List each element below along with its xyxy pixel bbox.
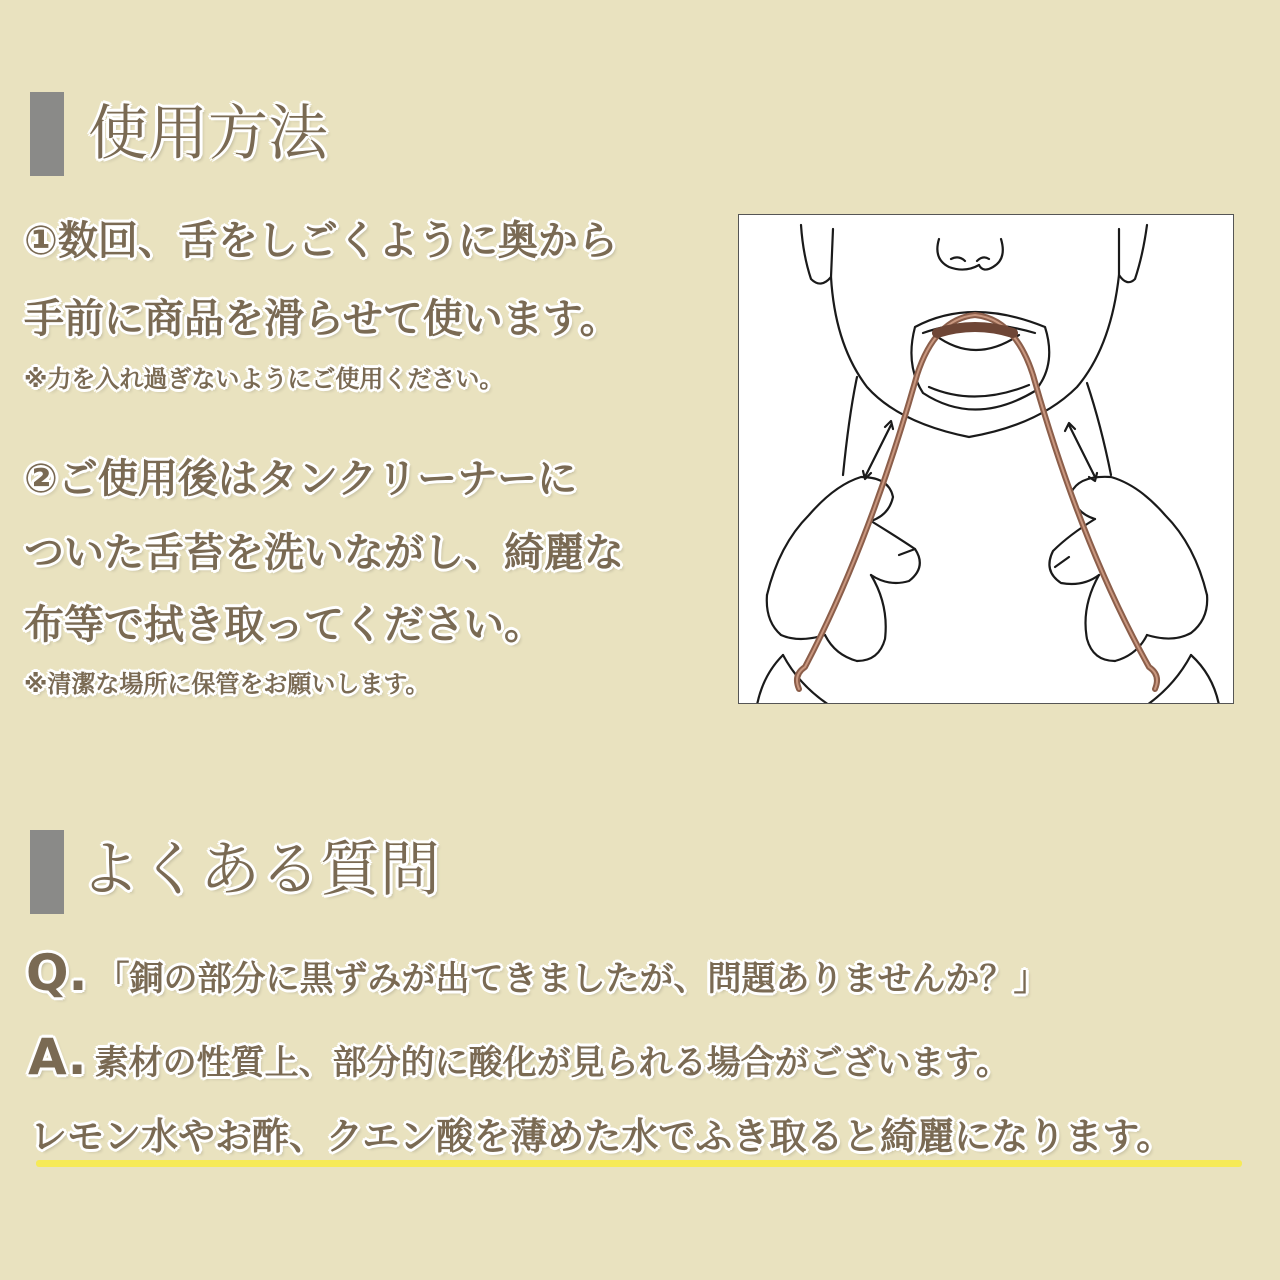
usage-step2-line3: 布等で拭き取ってください。: [24, 602, 544, 648]
faq-section-title: よくある質問: [80, 835, 440, 905]
faq-answer-line: [28, 1028, 1010, 1086]
question-text: 「銅の部分に黒ずみが出てきましたが、問題ありませんか？」: [95, 959, 1048, 999]
face-hands-drawing: [739, 215, 1234, 704]
answer-tip: レモン水やお酢、クエン酸を薄めた水でふき取ると綺麗になります。: [30, 1115, 1174, 1158]
usage-step1-line2: 手前に商品を滑らせて使います。: [24, 296, 620, 342]
tongue-cleaner-illustration: [738, 214, 1234, 704]
usage-step1-note: ※力を入れ過ぎないようにご使用ください。: [24, 365, 504, 393]
usage-section-title: 使用方法: [88, 99, 328, 169]
usage-step2-line1: ②ご使用後はタンクリーナーに: [24, 456, 578, 502]
faq-section-bar: [30, 830, 64, 914]
question-prefix: Q.: [26, 944, 88, 1002]
faq-question-line: [26, 944, 1048, 1002]
usage-step2-line2: ついた舌苔を洗いながし、綺麗な: [24, 530, 624, 576]
answer-text: 素材の性質上、部分的に酸化が見られる場合がございます。: [94, 1043, 1010, 1083]
usage-step2-note: ※清潔な場所に保管をお願いします。: [24, 670, 430, 698]
usage-step1-line1: ①数回、舌をしごくように奥から: [24, 218, 618, 264]
answer-prefix: A.: [28, 1028, 87, 1086]
tip-highlight-underline: [36, 1160, 1242, 1167]
usage-section-bar: [30, 92, 64, 176]
